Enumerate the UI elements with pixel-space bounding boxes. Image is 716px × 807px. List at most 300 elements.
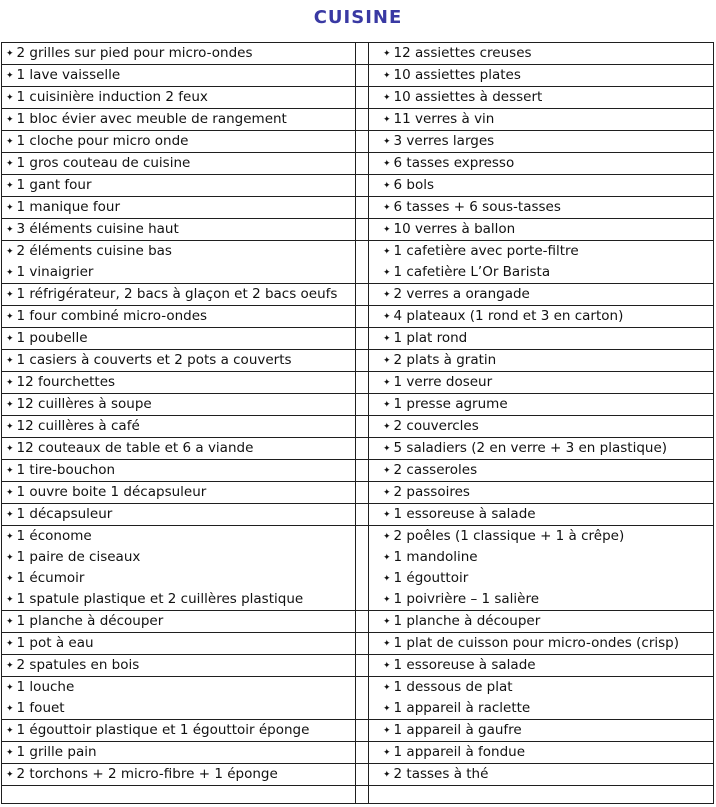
list-item: [383, 589, 713, 610]
list-item: [6, 241, 355, 262]
table-row: [2, 350, 714, 372]
cell-left: [2, 219, 356, 241]
diamond-bullet-icon: ✦: [6, 247, 14, 257]
list-item: [6, 306, 355, 327]
table-row: [2, 43, 714, 65]
item-text: 6 tasses + 6 sous-tasses: [393, 199, 561, 215]
diamond-bullet-icon: ✦: [383, 268, 391, 278]
item-text: 1 cafetière avec porte-filtre: [393, 243, 579, 259]
list-item: [383, 372, 713, 393]
diamond-bullet-icon: ✦: [383, 49, 391, 59]
item-text: 1 lave vaisselle: [16, 67, 121, 83]
diamond-bullet-icon: ✦: [383, 290, 391, 300]
spacer-cell: [356, 438, 369, 460]
list-item: [383, 43, 713, 64]
item-text: 2 poêles (1 classique + 1 à crêpe): [393, 528, 625, 544]
diamond-bullet-icon: ✦: [383, 137, 391, 147]
cell-right: [369, 43, 714, 65]
diamond-bullet-icon: ✦: [383, 225, 391, 235]
cell-left: [2, 655, 356, 677]
cell-right: [369, 350, 714, 372]
cell-right: [369, 482, 714, 504]
list-item: [383, 677, 713, 698]
list-item: [383, 720, 713, 741]
spacer-cell: [356, 241, 369, 284]
spacer-cell: [356, 460, 369, 482]
cell-left: [2, 131, 356, 153]
item-text: 1 louche: [16, 679, 75, 695]
diamond-bullet-icon: ✦: [383, 422, 391, 432]
item-text: 6 tasses expresso: [393, 155, 515, 171]
list-item: [383, 742, 713, 763]
table-row: [2, 65, 714, 87]
list-item: [383, 655, 713, 676]
list-item: [6, 131, 355, 152]
table-row: [2, 786, 714, 804]
cell-left: [2, 677, 356, 720]
item-text: 12 cuillères à café: [16, 418, 140, 434]
spacer-cell: [356, 611, 369, 633]
item-text: 1 fouet: [16, 700, 65, 716]
table-row: [2, 438, 714, 460]
item-text: 1 tire-bouchon: [16, 462, 116, 478]
diamond-bullet-icon: ✦: [383, 488, 391, 498]
list-item: [6, 655, 355, 676]
spacer-cell: [356, 306, 369, 328]
diamond-bullet-icon: ✦: [383, 595, 391, 605]
list-item: [6, 438, 355, 459]
inventory-table: [1, 42, 714, 804]
list-item: [6, 677, 355, 698]
list-item: [6, 328, 355, 349]
diamond-bullet-icon: ✦: [6, 49, 14, 59]
table-row: [2, 416, 714, 438]
table-row: [2, 219, 714, 241]
list-item: [6, 350, 355, 371]
item-text: 1 grille pain: [16, 744, 97, 760]
item-text: 1 ouvre boite 1 décapsuleur: [16, 484, 207, 500]
item-text: 1 vinaigrier: [16, 264, 94, 280]
table-row: [2, 131, 714, 153]
diamond-bullet-icon: ✦: [6, 225, 14, 235]
diamond-bullet-icon: ✦: [6, 181, 14, 191]
cell-left: [2, 742, 356, 764]
cell-right: [369, 764, 714, 786]
diamond-bullet-icon: ✦: [6, 770, 14, 780]
cell-right: [369, 241, 714, 284]
item-text: 1 plat de cuisson pour micro-ondes (crisp): [393, 635, 679, 651]
spacer-cell: [356, 677, 369, 720]
table-row: [2, 109, 714, 131]
diamond-bullet-icon: ✦: [6, 378, 14, 388]
diamond-bullet-icon: ✦: [383, 466, 391, 476]
diamond-bullet-icon: ✦: [6, 748, 14, 758]
diamond-bullet-icon: ✦: [6, 574, 14, 584]
item-text: 1 poivrière – 1 salière: [393, 591, 540, 607]
cell-right: [369, 460, 714, 482]
list-item: [383, 175, 713, 196]
spacer-cell: [356, 655, 369, 677]
table-row: [2, 764, 714, 786]
table-row: [2, 742, 714, 764]
diamond-bullet-icon: ✦: [383, 181, 391, 191]
item-text: 1 four combiné micro-ondes: [16, 308, 208, 324]
item-text: 1 gant four: [16, 177, 92, 193]
list-item: [383, 698, 713, 719]
cell-right: [369, 394, 714, 416]
diamond-bullet-icon: ✦: [383, 444, 391, 454]
spacer-cell: [356, 526, 369, 611]
list-item: [383, 633, 713, 654]
inventory-table-body: [2, 43, 714, 804]
item-text: 2 tasses à thé: [393, 766, 489, 782]
diamond-bullet-icon: ✦: [383, 532, 391, 542]
item-text: 1 plat rond: [393, 330, 468, 346]
cell-left: [2, 786, 356, 804]
diamond-bullet-icon: ✦: [383, 726, 391, 736]
cell-left: [2, 504, 356, 526]
list-item: [6, 394, 355, 415]
list-item: [383, 284, 713, 305]
cell-left: [2, 197, 356, 219]
diamond-bullet-icon: ✦: [383, 683, 391, 693]
cell-right: [369, 438, 714, 460]
diamond-bullet-icon: ✦: [383, 312, 391, 322]
diamond-bullet-icon: ✦: [383, 510, 391, 520]
diamond-bullet-icon: ✦: [383, 617, 391, 627]
item-text: 3 verres larges: [393, 133, 495, 149]
cell-right: [369, 87, 714, 109]
list-item: [6, 43, 355, 64]
list-item: [6, 460, 355, 481]
list-item: [383, 568, 713, 589]
list-item: [383, 306, 713, 327]
item-text: 2 casseroles: [393, 462, 478, 478]
spacer-cell: [356, 764, 369, 786]
diamond-bullet-icon: ✦: [6, 115, 14, 125]
list-item: [383, 460, 713, 481]
cell-left: [2, 460, 356, 482]
item-text: 2 couvercles: [393, 418, 479, 434]
diamond-bullet-icon: ✦: [6, 466, 14, 476]
item-text: 2 plats à gratin: [393, 352, 497, 368]
list-item: [383, 241, 713, 262]
list-item: [6, 109, 355, 130]
table-row: [2, 720, 714, 742]
spacer-cell: [356, 284, 369, 306]
list-item: [6, 720, 355, 741]
diamond-bullet-icon: ✦: [6, 334, 14, 344]
spacer-cell: [356, 633, 369, 655]
table-row: [2, 633, 714, 655]
cell-right: [369, 504, 714, 526]
spacer-cell: [356, 328, 369, 350]
diamond-bullet-icon: ✦: [6, 422, 14, 432]
item-text: 1 cloche pour micro onde: [16, 133, 189, 149]
table-row: [2, 197, 714, 219]
cell-right: [369, 372, 714, 394]
cell-right: [369, 655, 714, 677]
item-text: 12 fourchettes: [16, 374, 116, 390]
item-text: 1 gros couteau de cuisine: [16, 155, 191, 171]
cell-left: [2, 87, 356, 109]
cell-left: [2, 43, 356, 65]
diamond-bullet-icon: ✦: [383, 770, 391, 780]
spacer-cell: [356, 394, 369, 416]
page-title: CUISINE: [313, 7, 403, 28]
cell-left: [2, 153, 356, 175]
cell-right: [369, 197, 714, 219]
table-row: [2, 153, 714, 175]
list-item: [383, 328, 713, 349]
list-item: [6, 284, 355, 305]
diamond-bullet-icon: ✦: [6, 704, 14, 714]
list-item: [6, 764, 355, 785]
item-text: 1 appareil à raclette: [393, 700, 531, 716]
diamond-bullet-icon: ✦: [6, 400, 14, 410]
item-text: 1 décapsuleur: [16, 506, 113, 522]
list-item: [6, 65, 355, 86]
spacer-cell: [356, 482, 369, 504]
list-item: [6, 87, 355, 108]
list-item: [383, 65, 713, 86]
list-item: [383, 611, 713, 632]
diamond-bullet-icon: ✦: [383, 115, 391, 125]
cell-right: [369, 786, 714, 804]
list-item: [6, 742, 355, 763]
table-row: [2, 306, 714, 328]
list-item: [383, 219, 713, 240]
table-row: [2, 482, 714, 504]
list-item: [383, 504, 713, 525]
diamond-bullet-icon: ✦: [6, 312, 14, 322]
item-text: 1 cuisinière induction 2 feux: [16, 89, 208, 105]
diamond-bullet-icon: ✦: [383, 639, 391, 649]
item-text: 1 économe: [16, 528, 92, 544]
item-text: 6 bols: [393, 177, 435, 193]
diamond-bullet-icon: ✦: [6, 553, 14, 563]
cell-left: [2, 284, 356, 306]
table-row: [2, 87, 714, 109]
cell-left: [2, 720, 356, 742]
cell-left: [2, 241, 356, 284]
list-item: [383, 547, 713, 568]
list-item: [6, 416, 355, 437]
cell-right: [369, 65, 714, 87]
diamond-bullet-icon: ✦: [6, 488, 14, 498]
item-text: 1 manique four: [16, 199, 120, 215]
cell-right: [369, 611, 714, 633]
table-row: [2, 284, 714, 306]
cell-right: [369, 633, 714, 655]
item-text: 1 essoreuse à salade: [393, 506, 536, 522]
item-text: 1 bloc évier avec meuble de rangement: [16, 111, 287, 127]
cell-right: [369, 416, 714, 438]
diamond-bullet-icon: ✦: [6, 203, 14, 213]
diamond-bullet-icon: ✦: [383, 334, 391, 344]
cell-left: [2, 526, 356, 611]
list-item: [6, 197, 355, 218]
item-text: 1 essoreuse à salade: [393, 657, 536, 673]
list-item: [6, 219, 355, 240]
table-row: [2, 526, 714, 611]
item-text: 1 presse agrume: [393, 396, 508, 412]
spacer-cell: [356, 350, 369, 372]
cell-right: [369, 677, 714, 720]
spacer-cell: [356, 742, 369, 764]
item-text: 10 verres à ballon: [393, 221, 516, 237]
list-item: [383, 153, 713, 174]
item-text: 12 assiettes creuses: [393, 45, 532, 61]
cell-left: [2, 109, 356, 131]
cell-left: [2, 350, 356, 372]
cell-left: [2, 394, 356, 416]
item-text: 1 casiers à couverts et 2 pots a couverts: [16, 352, 292, 368]
table-row: [2, 611, 714, 633]
diamond-bullet-icon: ✦: [383, 203, 391, 213]
cell-left: [2, 65, 356, 87]
diamond-bullet-icon: ✦: [6, 137, 14, 147]
diamond-bullet-icon: ✦: [6, 356, 14, 366]
cell-right: [369, 328, 714, 350]
list-item: [6, 153, 355, 174]
item-text: 2 spatules en bois: [16, 657, 140, 673]
cell-left: [2, 306, 356, 328]
item-text: 2 torchons + 2 micro-fibre + 1 éponge: [16, 766, 278, 782]
item-text: 1 spatule plastique et 2 cuillères plastique: [16, 591, 304, 607]
table-row: [2, 241, 714, 284]
diamond-bullet-icon: ✦: [6, 683, 14, 693]
item-text: 1 planche à découper: [16, 613, 164, 629]
diamond-bullet-icon: ✦: [6, 661, 14, 671]
table-row: [2, 175, 714, 197]
cell-right: [369, 153, 714, 175]
spacer-cell: [356, 372, 369, 394]
spacer-cell: [356, 87, 369, 109]
list-item: [383, 262, 713, 283]
item-text: 2 passoires: [393, 484, 470, 500]
cell-right: [369, 720, 714, 742]
cell-left: [2, 328, 356, 350]
list-item: [383, 438, 713, 459]
list-item: [383, 482, 713, 503]
list-item: [6, 372, 355, 393]
list-item: [6, 611, 355, 632]
item-text: 12 couteaux de table et 6 a viande: [16, 440, 254, 456]
diamond-bullet-icon: ✦: [6, 617, 14, 627]
item-text: 3 éléments cuisine haut: [16, 221, 179, 237]
diamond-bullet-icon: ✦: [6, 595, 14, 605]
cell-left: [2, 611, 356, 633]
item-text: 1 pot à eau: [16, 635, 94, 651]
spacer-cell: [356, 43, 369, 65]
diamond-bullet-icon: ✦: [383, 378, 391, 388]
diamond-bullet-icon: ✦: [383, 661, 391, 671]
item-text: 2 grilles sur pied pour micro-ondes: [16, 45, 253, 61]
cell-right: [369, 742, 714, 764]
list-item: [383, 526, 713, 547]
list-item: [383, 109, 713, 130]
diamond-bullet-icon: ✦: [6, 510, 14, 520]
diamond-bullet-icon: ✦: [383, 356, 391, 366]
item-text: 1 mandoline: [393, 549, 478, 565]
spacer-cell: [356, 504, 369, 526]
cell-left: [2, 416, 356, 438]
item-text: 12 cuillères à soupe: [16, 396, 152, 412]
list-item: [6, 175, 355, 196]
cell-right: [369, 526, 714, 611]
cell-right: [369, 306, 714, 328]
diamond-bullet-icon: ✦: [383, 93, 391, 103]
diamond-bullet-icon: ✦: [6, 159, 14, 169]
diamond-bullet-icon: ✦: [383, 247, 391, 257]
list-item: [6, 547, 355, 568]
spacer-cell: [356, 175, 369, 197]
diamond-bullet-icon: ✦: [6, 93, 14, 103]
table-row: [2, 372, 714, 394]
cell-left: [2, 372, 356, 394]
spacer-cell: [356, 416, 369, 438]
cell-left: [2, 438, 356, 460]
item-text: 1 paire de ciseaux: [16, 549, 141, 565]
cell-left: [2, 633, 356, 655]
cell-right: [369, 109, 714, 131]
cell-left: [2, 764, 356, 786]
cell-right: [369, 219, 714, 241]
diamond-bullet-icon: ✦: [383, 400, 391, 410]
diamond-bullet-icon: ✦: [383, 748, 391, 758]
item-text: 1 appareil à fondue: [393, 744, 526, 760]
spacer-cell: [356, 109, 369, 131]
list-item: [6, 589, 355, 610]
list-item: [6, 504, 355, 525]
item-text: 1 égouttoir plastique et 1 égouttoir éponge: [16, 722, 310, 738]
item-text: 1 égouttoir: [393, 570, 469, 586]
item-text: 10 assiettes plates: [393, 67, 521, 83]
item-text: 1 écumoir: [16, 570, 85, 586]
spacer-cell: [356, 786, 369, 804]
diamond-bullet-icon: ✦: [6, 726, 14, 736]
item-text: 1 cafetière L’Or Barista: [393, 264, 551, 280]
cell-left: [2, 482, 356, 504]
spacer-cell: [356, 197, 369, 219]
spacer-cell: [356, 720, 369, 742]
diamond-bullet-icon: ✦: [6, 444, 14, 454]
diamond-bullet-icon: ✦: [383, 159, 391, 169]
item-text: 10 assiettes à dessert: [393, 89, 543, 105]
item-text: 1 réfrigérateur, 2 bacs à glaçon et 2 bacs oeufs: [16, 286, 338, 302]
list-item: [6, 633, 355, 654]
table-row: [2, 504, 714, 526]
list-item: [383, 131, 713, 152]
diamond-bullet-icon: ✦: [383, 553, 391, 563]
cell-right: [369, 131, 714, 153]
diamond-bullet-icon: ✦: [383, 574, 391, 584]
spacer-cell: [356, 219, 369, 241]
table-row: [2, 677, 714, 720]
item-text: 2 verres a orangade: [393, 286, 530, 302]
cell-right: [369, 284, 714, 306]
item-text: 1 planche à découper: [393, 613, 541, 629]
item-text: 1 verre doseur: [393, 374, 493, 390]
table-row: [2, 460, 714, 482]
list-item: [6, 526, 355, 547]
table-row: [2, 655, 714, 677]
diamond-bullet-icon: ✦: [6, 639, 14, 649]
list-item: [6, 262, 355, 283]
item-text: 1 poubelle: [16, 330, 88, 346]
item-text: 2 éléments cuisine bas: [16, 243, 172, 259]
